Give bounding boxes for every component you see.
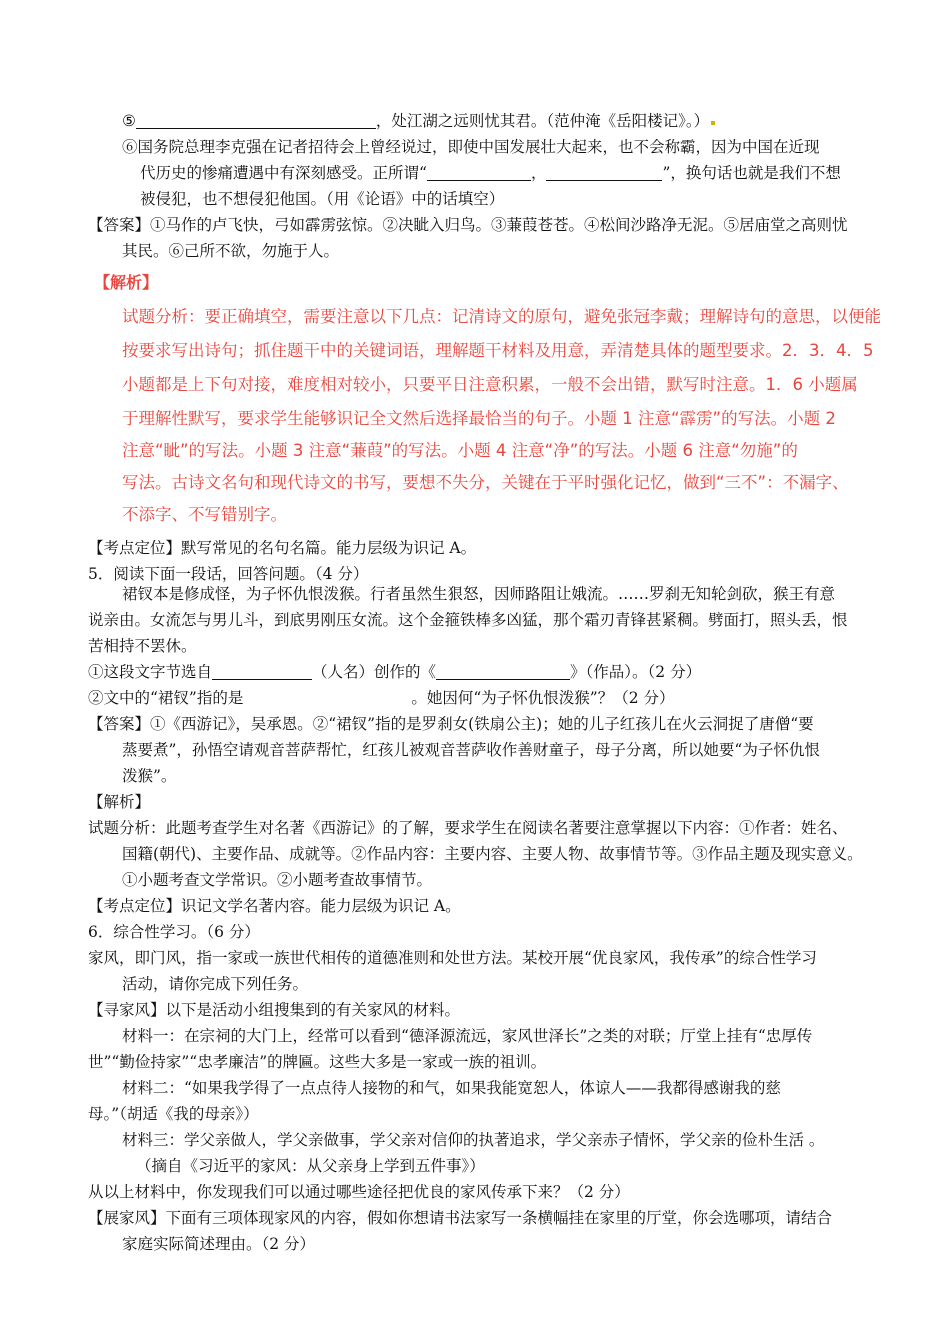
q6-material1-line: 材料一：在宗祠的大门上，经常可以看到“德泽源流远，家风世泽长”之类的对联；厅堂上挂有“忠厚传 (122, 1027, 813, 1045)
q6-xun-heading: 【寻家风】以下是活动小组搜集到的有关家风的材料。 (88, 1001, 461, 1019)
q6-title: 6．综合性学习。（6 分） (88, 923, 260, 941)
q4-item6-line3: 被侵犯，也不想侵犯他国。（用《论语》中的话填空） (140, 190, 505, 208)
q5-answer-line: 蒸要煮”，孙悟空请观音菩萨帮忙，红孩儿被观音菩萨收作善财童子，母子分离，所以她要“为子怀仇恨 (122, 741, 820, 759)
q6-material3-line: （摘自《习近平的家风：从父亲身上学到五件事》） (136, 1157, 485, 1175)
q6-intro-line: 活动，请你完成下列任务。 (122, 975, 309, 993)
q6-material1-line: 世”“勤俭持家”“忠孝廉洁”的牌匾。这些大多是一家或一族的祖训。 (88, 1053, 547, 1071)
q4-item6-line2: 代历史的惨痛遭遇中有深刻感受。正所谓“ ， ”，换句话也就是我们不想 (140, 164, 841, 182)
q4-analysis-line: 试题分析：要正确填空，需要注意以下几点：记清诗文的原句，避免张冠李戴；理解诗句的意思，以便能 (122, 307, 881, 326)
q4-analysis-line: 注意“眦”的写法。小题 3 注意“蒹葭”的写法。小题 4 注意“净”的写法。小题 6 注意“勿施”的 (122, 441, 798, 460)
q6-material3-line: 材料三：学父亲做人，学父亲做事，学父亲对信仰的执著追求，学父亲赤子情怀，学父亲的俭朴生活 。 (122, 1131, 825, 1149)
q6-material2-line: 母。”（胡适《我的母亲》） (88, 1105, 259, 1123)
q4-item6-line1: ⑥国务院总理李克强在记者招待会上曾经说过，即使中国发展壮大起来，也不会称霸，因为中国在近现 (122, 138, 820, 156)
answer-blank[interactable] (136, 112, 376, 129)
q5-passage-line: 苦相持不罢休。 (88, 637, 197, 655)
answer-blank[interactable] (212, 663, 312, 680)
q6-zhan-line: 【展家风】下面有三项体现家风的内容，假如你想请书法家写一条横幅挂在家里的厅堂，你会选哪项，请结合 (88, 1209, 833, 1227)
q4-kaodian: 【考点定位】默写常见的名句名篇。能力层级为识记 A。 (88, 539, 477, 557)
answer-blank[interactable] (427, 164, 531, 181)
q4-answer-line1: 【答案】①马作的卢飞快，弓如霹雳弦惊。②决眦入归鸟。③蒹葭苍苍。④松间沙路净无泥。⑤居庙堂之高则忧 (88, 216, 848, 234)
q4-analysis-line: 小题都是上下句对接，难度相对较小，只要平日注意积累，一般不会出错，默写时注意。1．6 小题属 (122, 375, 858, 394)
q4-analysis-line: 按要求写出诗句；抓住题干中的关键词语，理解题干材料及用意，弄清楚具体的题型要求。2．3．4．5 (122, 341, 874, 360)
q5-analysis-line: 国籍(朝代)、主要作品、成就等。②作品内容：主要内容、主要人物、故事情节等。③作品主题及现实意义。 (122, 845, 863, 863)
q5-answer-line: 泼猴”。 (122, 767, 177, 785)
q5-passage-line: 裙钗本是修成怪，为子怀仇恨泼猴。行者虽然生狠怒，因师路阻让娥流。……罗刹无知轮剑砍，猴王有意 (122, 585, 836, 603)
q6-material2-line: 材料二：“如果我学得了一点点待人接物的和气，如果我能宽恕人，体谅人——我都得感谢我的慈 (122, 1079, 781, 1097)
q4-analysis-line: 于理解性默写，要求学生能够识记全文然后选择最恰当的句子。小题 1 注意“霹雳”的写法。小题 2 (122, 409, 836, 428)
q5-question2: ②文中的“裙钗”指的是 。她因何“为子怀仇恨泼猴”？（2 分） (88, 689, 675, 707)
q6-zhan-line: 家庭实际简述理由。（2 分） (122, 1235, 316, 1253)
q5-analysis-line: ①小题考查文学常识。②小题考查故事情节。 (122, 871, 433, 889)
q4-item5: ⑤ ，处江湖之远则忧其君。（范仲淹《岳阳楼记》。） (122, 111, 715, 131)
q4-analysis-line: 写法。古诗文名句和现代诗文的书写，要想不失分，关键在于平时强化记忆，做到“三不”：不漏字、 (122, 473, 849, 492)
q5-kaodian: 【考点定位】识记文学名著内容。能力层级为识记 A。 (88, 897, 461, 915)
q5-answer-line: 【答案】①《西游记》，吴承恩。②“裙钗”指的是罗刹女(铁扇公主)；她的儿子红孩儿在火云洞捉了唐僧“要 (88, 715, 814, 733)
q5-title: 5．阅读下面一段话，回答问题。（4 分） (88, 565, 369, 583)
q4-analysis-heading: 【解析】 (94, 273, 159, 292)
q4-answer-line2: 其民。⑥己所不欲，勿施于人。 (122, 242, 340, 260)
q6-question: 从以上材料中，你发现我们可以通过哪些途径把优良的家风传承下来？（2 分） (88, 1183, 630, 1201)
answer-blank[interactable] (436, 663, 570, 680)
q5-analysis-line: 试题分析：此题考查学生对名著《西游记》的了解，要求学生在阅读名著要注意掌握以下内容：①作者：姓名、 (88, 819, 848, 837)
answer-blank[interactable] (546, 164, 662, 181)
q5-analysis-heading: 【解析】 (88, 793, 151, 811)
q5-passage-line: 说亲由。女流怎与男儿斗，到底男刚压女流。这个金箍铁棒多凶猛，那个霜刃青锋甚紧稠。劈面打，照头丢，恨 (88, 611, 848, 629)
q5-question1: ①这段文字节选自 （人名）创作的《 》（作品）。（2 分） (88, 663, 702, 681)
q6-intro-line: 家风，即门风，指一家或一族世代相传的道德准则和处世方法。某校开展“优良家风，我传承”的综合性学习 (88, 949, 817, 967)
q4-analysis-line: 不添字、不写错别字。 (122, 505, 287, 524)
mark-dot (711, 121, 715, 125)
